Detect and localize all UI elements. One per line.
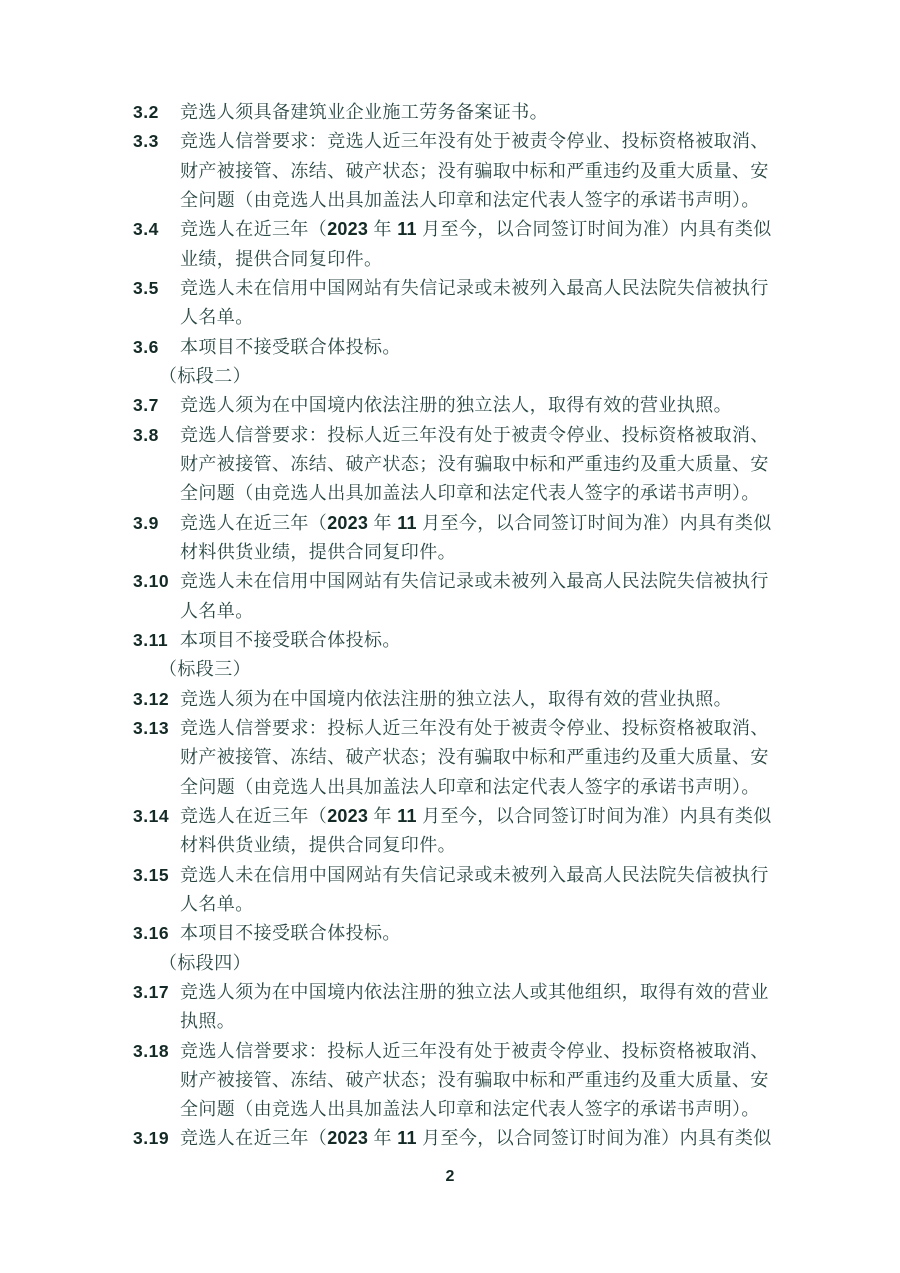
clause-line	[133, 479, 813, 508]
clause-text: 全问题（由竞选人出具加盖法人印章和法定代表人签字的承诺书声明）。	[180, 483, 760, 504]
clause-line	[133, 567, 813, 596]
clause-line	[133, 538, 813, 567]
clause-line	[133, 773, 813, 802]
clause-line	[133, 509, 813, 538]
clause-text: 人名单。	[180, 600, 254, 621]
clause-line	[133, 157, 813, 186]
clause-text: 全问题（由竞选人出具加盖法人印章和法定代表人签字的承诺书声明）。	[180, 776, 760, 797]
clause-number: 3.14	[133, 805, 170, 826]
clause-number: 3.8	[133, 424, 159, 445]
clause-text: 竞选人在近三年（2023 年 11 月至今，以合同签订时间为准）内具有类似	[180, 512, 772, 533]
clause-number: 3.3	[133, 131, 159, 152]
clause-line	[133, 450, 813, 479]
clause-text: 财产被接管、冻结、破产状态；没有骗取中标和严重违约及重大质量、安	[180, 747, 769, 768]
clause-number: 3.11	[133, 629, 169, 650]
clause-text: 业绩，提供合同复印件。	[180, 248, 383, 269]
clause-text: 竞选人在近三年（2023 年 11 月至今，以合同签订时间为准）内具有类似	[180, 219, 772, 240]
clause-text: 人名单。	[180, 893, 254, 914]
clause-line	[133, 391, 813, 420]
clause-text: 本项目不接受联合体投标。	[180, 923, 401, 944]
clause-number: 3.15	[133, 864, 170, 885]
clause-line	[133, 831, 813, 860]
clause-line	[133, 685, 813, 714]
clause-number: 3.4	[133, 219, 159, 240]
clause-line	[133, 245, 813, 274]
clause-text: （标段二）	[159, 365, 251, 386]
section-heading	[133, 362, 813, 391]
clause-line	[133, 802, 813, 831]
clause-text: 财产被接管、冻结、破产状态；没有骗取中标和严重违约及重大质量、安	[180, 1069, 769, 1090]
clause-text: 竞选人信誉要求：投标人近三年没有处于被责令停业、投标资格被取消、	[180, 717, 769, 738]
clause-number: 3.13	[133, 717, 170, 738]
clause-text: 竞选人未在信用中国网站有失信记录或未被列入最高人民法院失信被执行	[180, 864, 769, 885]
clause-number: 3.19	[133, 1128, 170, 1149]
clause-number: 3.2	[133, 102, 159, 122]
clause-line	[133, 626, 813, 655]
clause-line	[133, 421, 813, 450]
clause-number: 3.12	[133, 688, 170, 709]
clause-text: 竞选人在近三年（2023 年 11 月至今，以合同签订时间为准）内具有类似	[180, 805, 772, 826]
clause-text: 人名单。	[180, 307, 254, 328]
clause-text: 竞选人须为在中国境内依法注册的独立法人，取得有效的营业执照。	[180, 688, 732, 709]
clause-text: 本项目不接受联合体投标。	[180, 629, 401, 650]
clause-line	[133, 127, 813, 156]
clause-line	[133, 1037, 813, 1066]
clause-text: 竞选人须为在中国境内依法注册的独立法人，取得有效的营业执照。	[180, 395, 732, 416]
clause-line	[133, 597, 813, 626]
clause-list	[133, 98, 813, 1154]
clause-text: 全问题（由竞选人出具加盖法人印章和法定代表人签字的承诺书声明）。	[180, 1099, 760, 1120]
clause-line	[133, 1007, 813, 1036]
clause-text: 竞选人信誉要求：投标人近三年没有处于被责令停业、投标资格被取消、	[180, 1040, 769, 1061]
clause-text: 竞选人未在信用中国网站有失信记录或未被列入最高人民法院失信被执行	[180, 277, 769, 298]
clause-number: 3.5	[133, 277, 159, 298]
clause-number: 3.18	[133, 1040, 170, 1061]
clause-text: （标段三）	[159, 659, 251, 680]
clause-line	[133, 186, 813, 215]
clause-text: 财产被接管、冻结、破产状态；没有骗取中标和严重违约及重大质量、安	[180, 160, 769, 181]
section-heading	[133, 949, 813, 978]
clause-line	[133, 215, 813, 244]
clause-text: 材料供货业绩，提供合同复印件。	[180, 835, 456, 856]
clause-text: 竞选人在近三年（2023 年 11 月至今，以合同签订时间为准）内具有类似	[180, 1128, 772, 1149]
clause-line	[133, 978, 813, 1007]
clause-text: 全问题（由竞选人出具加盖法人印章和法定代表人签字的承诺书声明）。	[180, 189, 760, 210]
clause-number: 3.17	[133, 981, 170, 1002]
section-heading	[133, 655, 813, 684]
clause-line	[133, 333, 813, 362]
clause-number: 3.6	[133, 336, 159, 357]
clause-line	[133, 861, 813, 890]
clause-text: 竞选人未在信用中国网站有失信记录或未被列入最高人民法院失信被执行	[180, 571, 769, 592]
clause-line	[133, 714, 813, 743]
clause-line	[133, 919, 813, 948]
clause-number: 3.10	[133, 571, 170, 592]
clause-line	[133, 303, 813, 332]
clause-line	[133, 1095, 813, 1124]
clause-text: 竞选人须为在中国境内依法注册的独立法人或其他组织，取得有效的营业	[180, 981, 769, 1002]
clause-text: 竞选人信誉要求：竞选人近三年没有处于被责令停业、投标资格被取消、	[180, 131, 769, 152]
clause-line	[133, 1124, 813, 1153]
clause-number: 3.7	[133, 395, 159, 416]
clause-line	[133, 890, 813, 919]
clause-line	[133, 743, 813, 772]
clause-text: 执照。	[180, 1011, 236, 1032]
clause-line	[133, 274, 813, 303]
clause-text: （标段四）	[159, 952, 251, 973]
clause-text: 竞选人信誉要求：投标人近三年没有处于被责令停业、投标资格被取消、	[180, 424, 769, 445]
clause-text: 竞选人须具备建筑业企业施工劳务备案证书。	[180, 102, 548, 122]
page-number: 2	[445, 1168, 455, 1185]
clause-text: 材料供货业绩，提供合同复印件。	[180, 541, 456, 562]
clause-text: 财产被接管、冻结、破产状态；没有骗取中标和严重违约及重大质量、安	[180, 453, 769, 474]
clause-number: 3.9	[133, 512, 159, 533]
clause-text: 本项目不接受联合体投标。	[180, 336, 401, 357]
clause-line	[133, 98, 813, 127]
clause-number: 3.16	[133, 923, 170, 944]
clause-line	[133, 1066, 813, 1095]
